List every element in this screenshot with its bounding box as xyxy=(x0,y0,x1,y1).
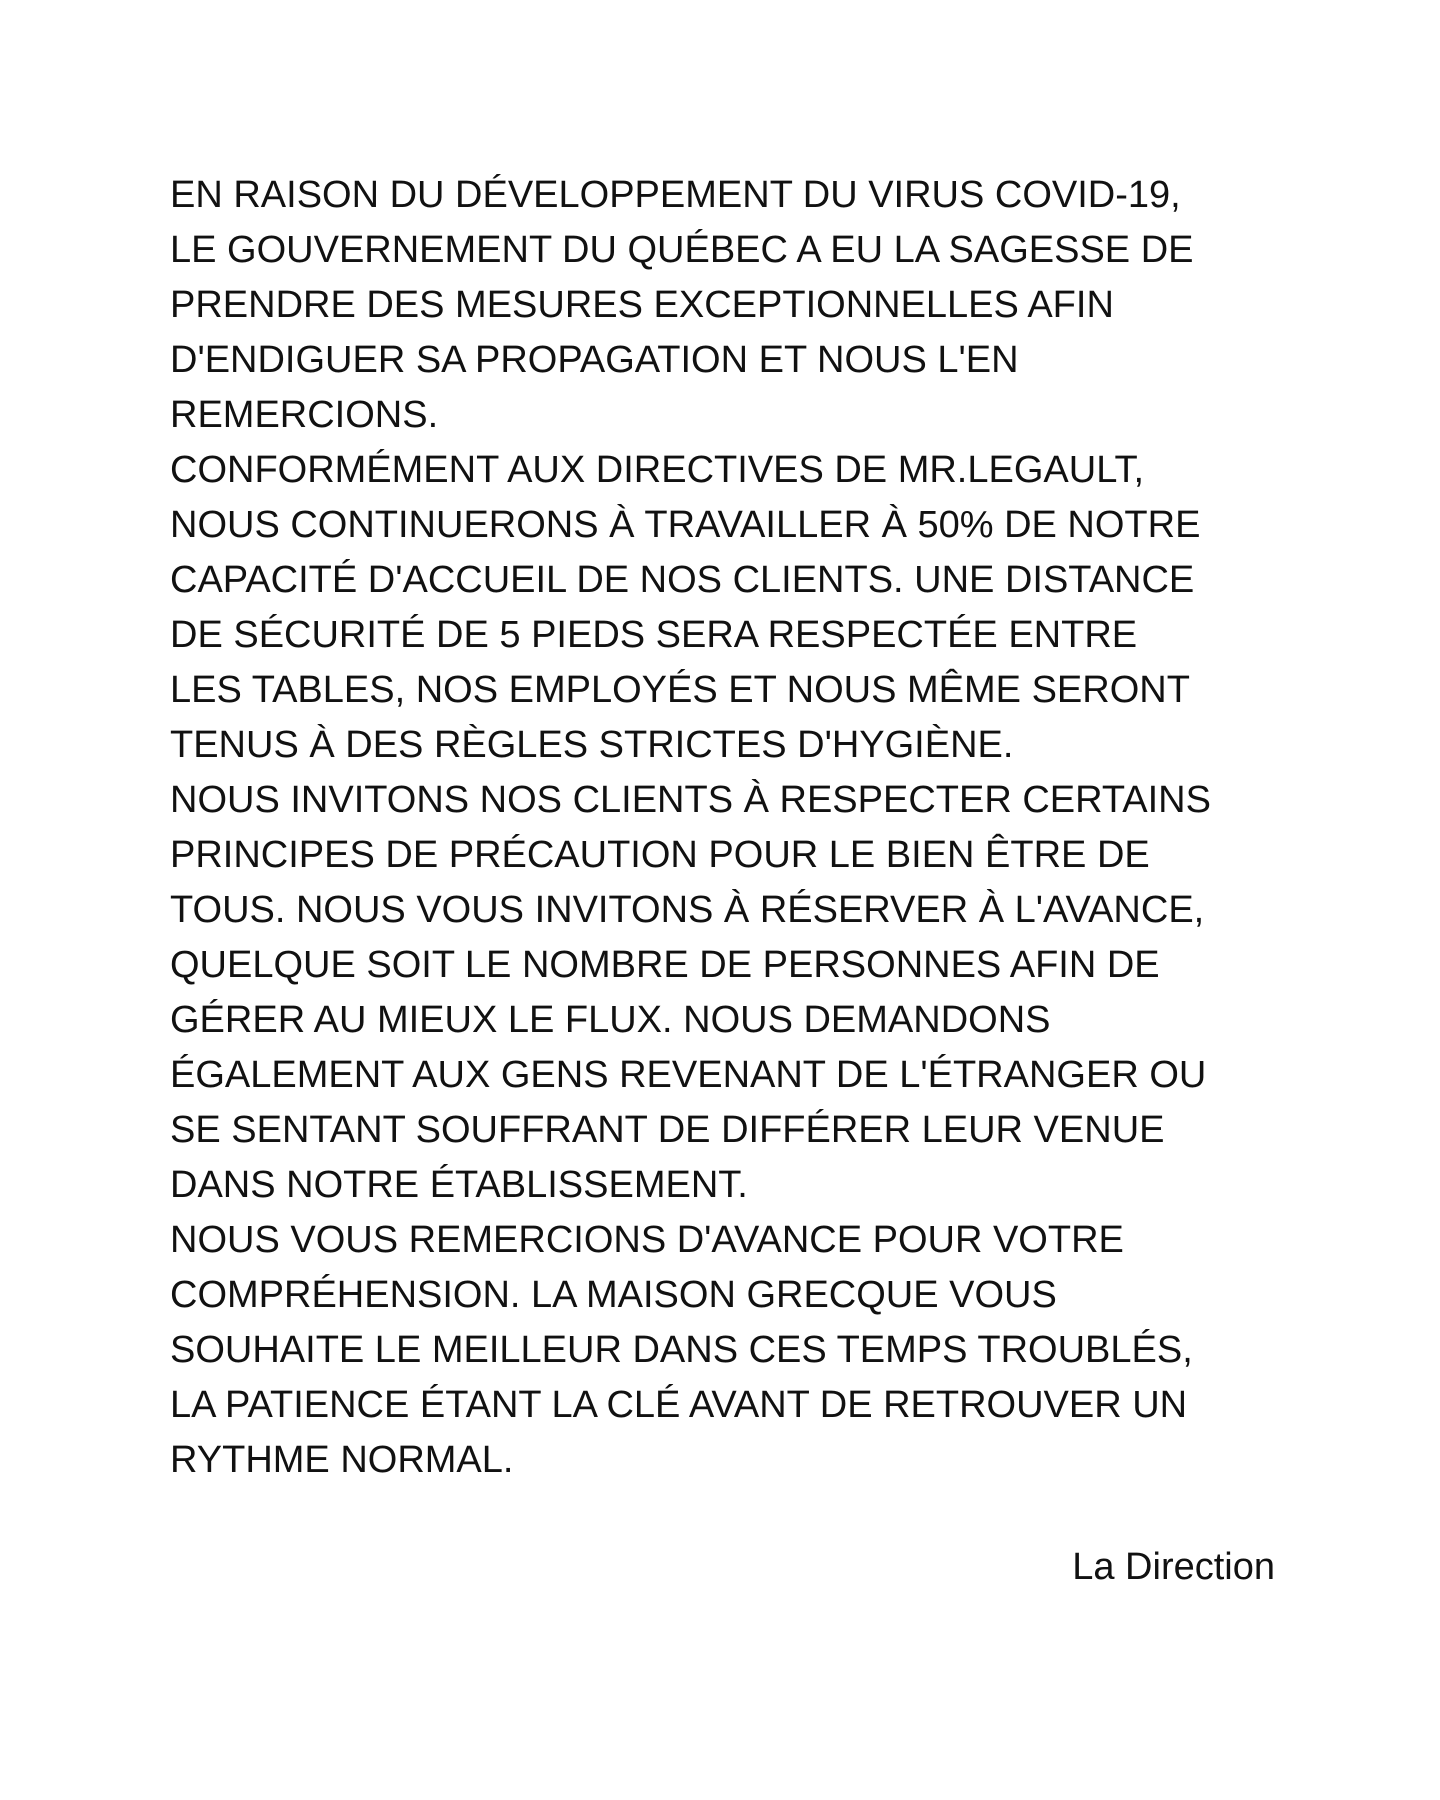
notice-body xyxy=(170,168,1290,1488)
notice-line: LE GOUVERNEMENT DU QUÉBEC A EU LA SAGESSE DE xyxy=(170,229,1194,271)
notice-line: NOUS INVITONS NOS CLIENTS À RESPECTER CERTAINS xyxy=(170,779,1211,821)
notice-line: D'ENDIGUER SA PROPAGATION ET NOUS L'EN xyxy=(170,339,1019,381)
notice-line: CAPACITÉ D'ACCUEIL DE NOS CLIENTS. UNE DISTANCE xyxy=(170,559,1195,601)
signature: La Direction xyxy=(1072,1546,1275,1588)
notice-line: LA PATIENCE ÉTANT LA CLÉ AVANT DE RETROUVER UN xyxy=(170,1384,1188,1426)
notice-line: LES TABLES, NOS EMPLOYÉS ET NOUS MÊME SERONT xyxy=(170,669,1190,711)
notice-line: TOUS. NOUS VOUS INVITONS À RÉSERVER À L'AVANCE, xyxy=(170,889,1205,931)
notice-line: NOUS CONTINUERONS À TRAVAILLER À 50% DE NOTRE xyxy=(170,504,1201,546)
notice-line: QUELQUE SOIT LE NOMBRE DE PERSONNES AFIN DE xyxy=(170,944,1160,986)
notice-line: RYTHME NORMAL. xyxy=(170,1439,514,1481)
notice-line: NOUS VOUS REMERCIONS D'AVANCE POUR VOTRE xyxy=(170,1219,1124,1261)
notice-line: ÉGALEMENT AUX GENS REVENANT DE L'ÉTRANGER OU xyxy=(170,1054,1207,1096)
notice-line: REMERCIONS. xyxy=(170,394,439,436)
notice-line: GÉRER AU MIEUX LE FLUX. NOUS DEMANDONS xyxy=(170,999,1051,1041)
notice-line: SE SENTANT SOUFFRANT DE DIFFÉRER LEUR VENUE xyxy=(170,1109,1165,1151)
notice-line: CONFORMÉMENT AUX DIRECTIVES DE MR.LEGAULT, xyxy=(170,449,1145,491)
notice-line: DE SÉCURITÉ DE 5 PIEDS SERA RESPECTÉE ENTRE xyxy=(170,614,1138,656)
notice-line: SOUHAITE LE MEILLEUR DANS CES TEMPS TROUBLÉS, xyxy=(170,1329,1193,1371)
notice-line: COMPRÉHENSION. LA MAISON GRECQUE VOUS xyxy=(170,1274,1057,1316)
notice-line: EN RAISON DU DÉVELOPPEMENT DU VIRUS COVID-19, xyxy=(170,174,1181,216)
notice-line: DANS NOTRE ÉTABLISSEMENT. xyxy=(170,1164,748,1206)
notice-line: TENUS À DES RÈGLES STRICTES D'HYGIÈNE. xyxy=(170,724,1014,766)
notice-line: PRINCIPES DE PRÉCAUTION POUR LE BIEN ÊTRE DE xyxy=(170,834,1150,876)
notice-line: PRENDRE DES MESURES EXCEPTIONNELLES AFIN xyxy=(170,284,1114,326)
